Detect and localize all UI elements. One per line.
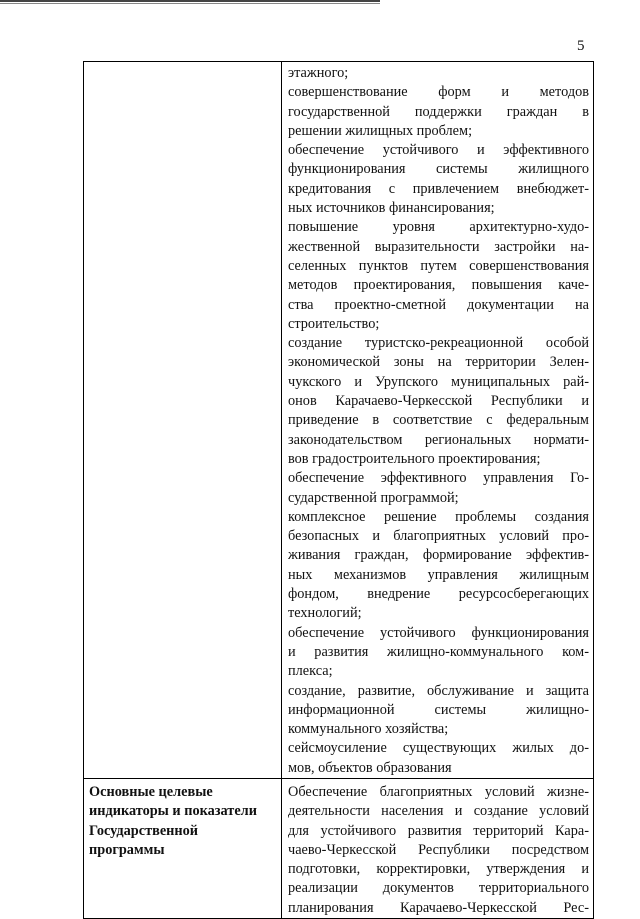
text-line: чукского и Урупского муниципальных рай-	[288, 373, 589, 390]
text-line: обеспечение устойчивого функционирования	[288, 624, 589, 641]
row-heading-line: Основные целевые	[89, 783, 213, 800]
table-row	[84, 778, 594, 918]
text-line: решении жилищных проблем;	[288, 122, 473, 139]
text-line: ных источников финансирования;	[288, 200, 495, 217]
row2-left-cell	[84, 778, 282, 918]
text-line: этажного;	[288, 65, 349, 81]
text-line: сударственной программой;	[288, 489, 459, 506]
text-line: безопасных и благоприятных условий про-	[288, 528, 589, 545]
row1-right-cell	[282, 62, 594, 779]
text-line: сейсмоусиление существующих жилых до-	[288, 740, 589, 757]
text-line: фондом, внедрение ресурсосберегающих	[288, 586, 589, 603]
text-line: коммунального хозяйства;	[288, 721, 449, 738]
text-line: комплексное решение проблемы создания	[288, 508, 589, 525]
text-line: ства проектно-сметной документации на	[288, 296, 589, 313]
text-line: функционирования системы жилищного	[288, 161, 589, 178]
row-heading-line: Государственной	[89, 822, 199, 839]
text-line: деятельности населения и создание условий	[288, 803, 589, 820]
text-line: подготовки, корректировки, утверждения и	[288, 861, 589, 878]
text-line: строительство;	[288, 315, 380, 332]
text-line: совершенствование форм и методов	[288, 84, 589, 101]
text-line: планирования Карачаево-Черкесской Рес-	[288, 899, 589, 916]
text-line: вов градостроительного проектирования;	[288, 450, 541, 467]
text-line: мов, объектов образования	[288, 759, 452, 776]
text-line: создание туристско-рекреационной особой	[288, 335, 589, 352]
text-line: онов Карачаево-Черкесской Республики и	[288, 393, 589, 410]
text-line: приведение в соответствие с федеральным	[288, 412, 589, 429]
text-line: информационной системы жилищно-	[288, 701, 589, 718]
text-line: кредитования с привлечением внебюджет-	[288, 180, 589, 197]
text-line: технологий;	[288, 605, 362, 622]
text-line: Обеспечение благоприятных условий жизне-	[288, 783, 589, 800]
text-line: реализации документов территориального	[288, 880, 589, 897]
row1-left-cell	[84, 62, 282, 779]
text-line: жественной выразительности застройки на-	[288, 238, 589, 255]
text-line: ных механизмов управления жилищным	[288, 566, 589, 583]
program-passport-table	[83, 61, 594, 919]
table-row	[84, 62, 594, 779]
text-line: для устойчивого развития территорий Кара-	[288, 822, 589, 839]
text-line: и развития жилищно-коммунального ком-	[288, 643, 589, 660]
text-line: обеспечение эффективного управления Го-	[288, 470, 589, 487]
text-line: создание, развитие, обслуживание и защита	[288, 682, 589, 699]
row2-right-cell	[282, 778, 594, 918]
text-line: повышение уровня архитектурно-худо-	[288, 219, 589, 236]
text-line: плекса;	[288, 663, 333, 680]
row-heading-line: программы	[89, 842, 165, 859]
text-line: обеспечение устойчивого и эффективного	[288, 142, 589, 159]
text-line: государственной поддержки граждан в	[288, 103, 589, 120]
scan-top-rule	[0, 0, 380, 5]
text-line: живания граждан, формирование эффектив-	[288, 547, 589, 564]
text-line: методов проектирования, повышения каче-	[288, 277, 589, 294]
text-line: экономической зоны на территории Зелен-	[288, 354, 589, 371]
row-heading-line: индикаторы и показатели	[89, 803, 257, 820]
text-line: селенных пунктов путем совершенствования	[288, 257, 589, 274]
text-line: законодательством региональных нормати-	[288, 431, 589, 448]
page-number: 5	[577, 38, 585, 54]
text-line: чаево-Черкесской Республики посредством	[288, 841, 589, 858]
